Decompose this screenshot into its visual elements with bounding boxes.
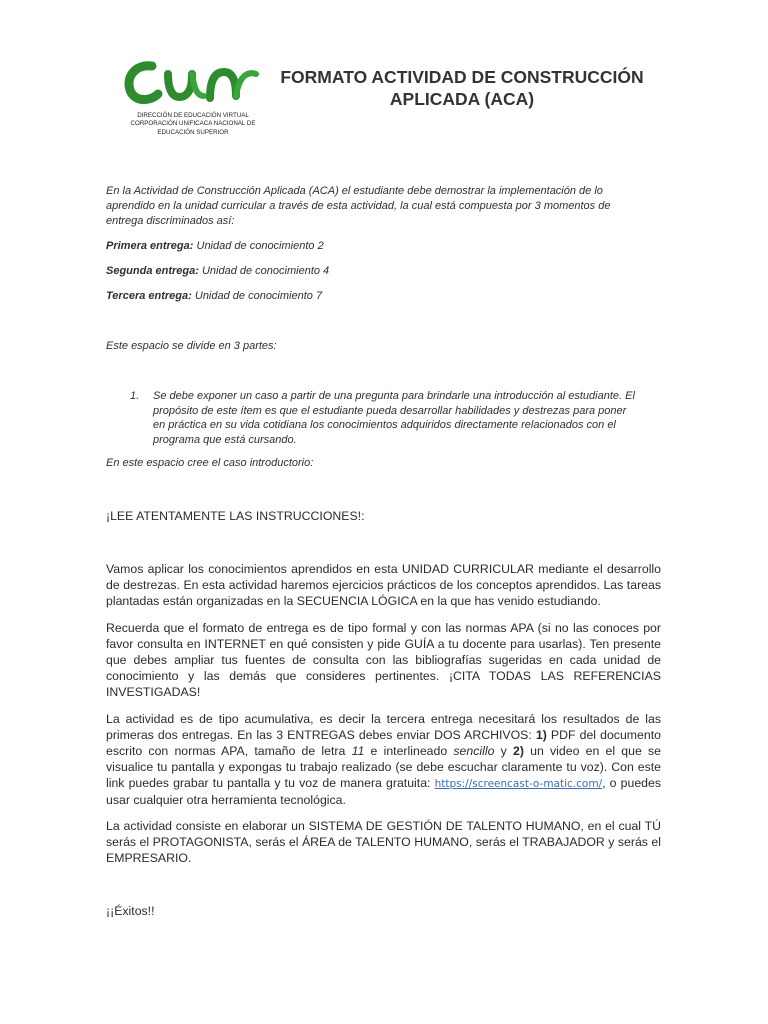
cun-logo <box>124 56 262 137</box>
p3-spacing: sencillo <box>453 744 495 758</box>
entrega-item-1 <box>106 240 324 252</box>
entrega-label: Primera entrega: <box>106 240 194 252</box>
paragraph-2-text: Recuerda que el formato de entrega es de tipo formal y con las normas APA (si no las conoces por favor consulta en INTERNET en qué consisten y pide GUÍA a tu docente para usarlas). Ten presente que debes ampliar tus fuentes de consulta con las bibliografías sugeridas en cada unidad de conocimiento y las demás que consideres pertinentes. ¡CITA TODAS LAS REFERENCIAS INVESTIGADAS! <box>106 621 661 699</box>
title-line-2: APLICADA (ACA) <box>389 89 535 109</box>
title-line-1: FORMATO ACTIVIDAD DE CONSTRUCCIÓN <box>280 67 644 87</box>
logo-sub-line-3: EDUCACIÓN SUPERIOR <box>157 128 229 136</box>
entrega-label: Segunda entrega: <box>106 265 199 277</box>
intro-paragraph <box>106 184 634 229</box>
exitos-text: ¡¡Éxitos!! <box>106 904 155 918</box>
paragraph-1 <box>106 561 661 609</box>
entrega-item-3 <box>106 290 322 302</box>
p3-text-e: y <box>494 744 513 758</box>
p3-text-g: , o puedes usar cualquier otra herramienta tecnológica. <box>106 776 661 807</box>
intro-text: En la Actividad de Construcción Aplicada (ACA) el estudiante debe demostrar la implementación de lo aprendido en la unidad curricular a través de esta actividad, la cual está compuesta por 3 momentos de entrega discriminados así: <box>106 185 611 227</box>
p3-num-2: 2) <box>513 744 524 758</box>
logo-subtitle <box>124 112 262 137</box>
paragraph-4 <box>106 818 661 866</box>
logo-sub-line-1: DIRECCIÓN DE EDUCACIÓN VIRTUAL <box>137 112 249 119</box>
entrega-value: Unidad de conocimiento 2 <box>196 240 324 252</box>
paragraph-3 <box>106 711 661 808</box>
instrucciones-heading: ¡LEE ATENTAMENTE LAS INSTRUCCIONES!: <box>106 509 365 523</box>
entrega-label: Tercera entrega: <box>106 290 192 302</box>
p3-text-a: La actividad es de tipo acumulativa, es decir la tercera entrega necesitará los resultados de las primeras dos entregas. En las 3 ENTREGAS debes enviar DOS ARCHIVOS: <box>106 712 661 742</box>
list-number: 1. <box>130 390 140 402</box>
paragraph-4-text: La actividad consiste en elaborar un SISTEMA DE GESTIÓN DE TALENTO HUMANO, en el cual TÚ serás el PROTAGONISTA, serás el ÁREA de TALENTO HUMANO, serás el TRABAJADOR y serás el EMPRESARIO. <box>106 819 661 865</box>
paragraph-3-text <box>106 711 661 808</box>
numbered-list <box>106 389 636 447</box>
document-title <box>272 66 652 110</box>
entrega-item-2 <box>106 265 329 277</box>
cun-logo-icon <box>124 56 262 106</box>
p3-font-size: 11 <box>351 744 365 758</box>
partes-text: Este espacio se divide en 3 partes: <box>106 340 277 352</box>
caso-text: En este espacio cree el caso introductorio: <box>106 457 314 469</box>
paragraph-2 <box>106 620 661 700</box>
entrega-value: Unidad de conocimiento 7 <box>194 290 323 302</box>
list-item-text: Se debe exponer un caso a partir de una pregunta para brindarle una introducción al estudiante. El propósito de este ítem es que el estudiante pueda desarrollar habilidades y destrezas para poner en práctica en su vida cotidiana los conocimientos adquiridos directamente relacionados con el programa que está cursando. <box>153 390 635 446</box>
paragraph-1-text: Vamos aplicar los conocimientos aprendidos en esta UNIDAD CURRICULAR mediante el desarrollo de destrezas. En esta actividad haremos ejercicios prácticos de los conceptos aprendidos. Las tareas plantadas están organizadas en la SECUENCIA LÓGICA en la que has venido estudiando. <box>106 562 661 608</box>
p3-text-d: e interlineado <box>364 744 454 758</box>
document-header <box>124 56 684 146</box>
p3-text-c: PDF del documento escrito con normas APA, tamaño de letra <box>106 728 661 758</box>
p3-num-1: 1) <box>535 728 547 742</box>
logo-sub-line-2: CORPORACIÓN UNIFICACA NACIONAL DE <box>130 120 256 128</box>
screencast-link[interactable]: https://screencast-o-matic.com/ <box>434 778 603 790</box>
p3-text-f: un video en el que se visualice tu pantalla y expongas tu trabajo realizado (se debe escuchar claramente tu voz). Con este link puedes grabar tu pantalla y tu voz de manera gratuita: <box>106 744 662 790</box>
entrega-value: Unidad de conocimiento 4 <box>201 265 330 277</box>
